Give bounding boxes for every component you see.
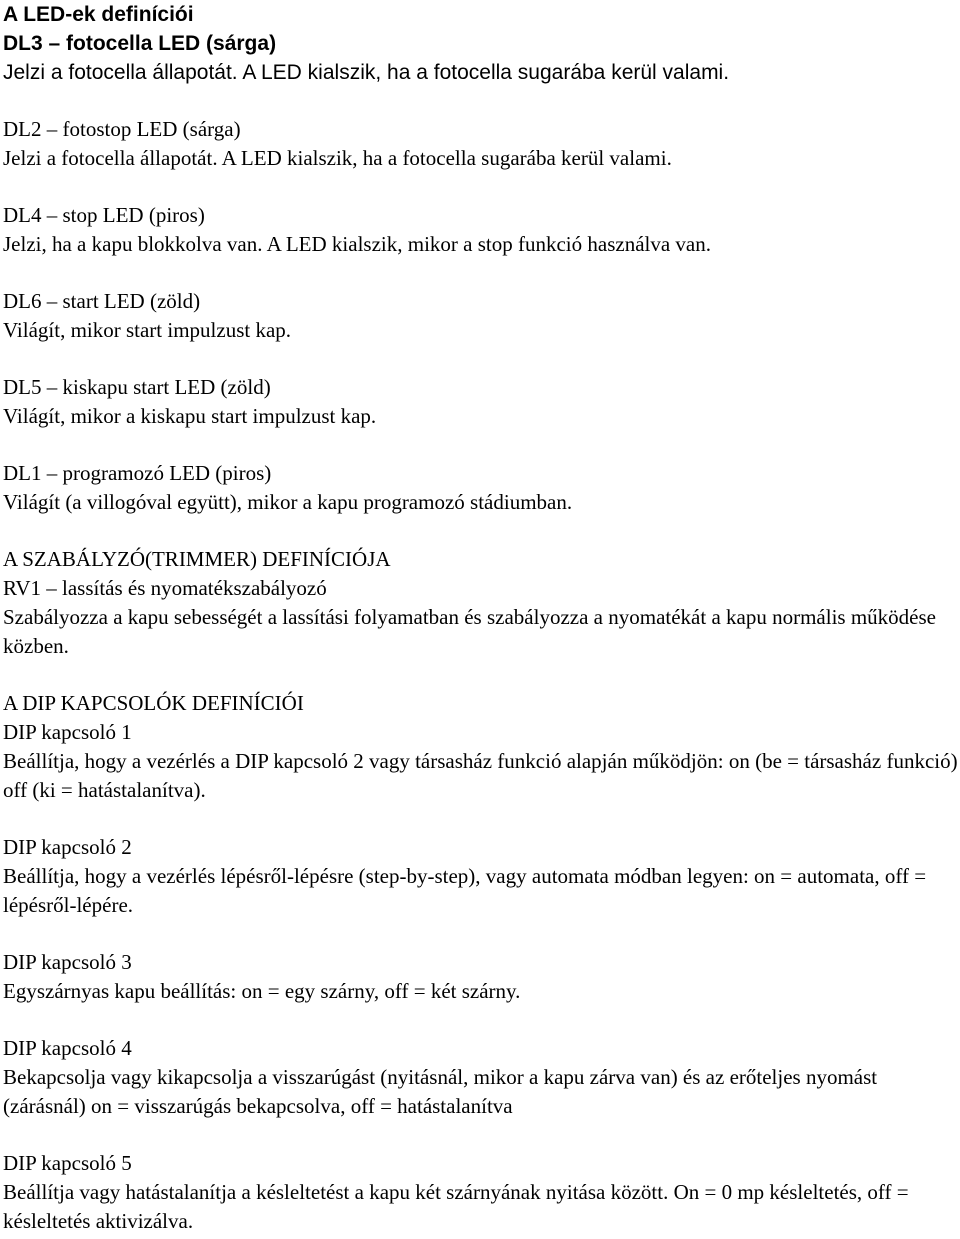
- document-page: [3, 0, 958, 1236]
- led-entry-title: DL6 – start LED (zöld): [3, 289, 201, 313]
- led-entry-text: Világít, mikor a kiskapu start impulzust kap.: [3, 404, 377, 428]
- dip-entry-title: DIP kapcsoló 3: [3, 950, 132, 974]
- led-entry-title: DL1 – programozó LED (piros): [3, 461, 272, 485]
- trimmer-definition-section: [3, 545, 958, 661]
- led-entry-title: DL3 – fotocella LED (sárga): [3, 32, 277, 55]
- dip-entry-text: Bekapcsolja vagy kikapcsolja a visszarúgást (nyitásnál, mikor a kapu zárva van) és az erőteljes nyomást (zárásnál) on = visszarúgás bekapcsolva, off = hatástalanítva: [3, 1065, 878, 1118]
- dip-entry-4: [3, 1034, 958, 1121]
- dip-entry-5: [3, 1149, 958, 1236]
- led-section-heading: A LED-ek definíciói: [3, 3, 194, 26]
- led-definitions-section: [3, 0, 958, 517]
- led-entry-title: DL4 – stop LED (piros): [3, 203, 205, 227]
- led-entry-title: DL5 – kiskapu start LED (zöld): [3, 375, 271, 399]
- led-entry-text: Világít (a villogóval együtt), mikor a kapu programozó stádiumban.: [3, 490, 573, 514]
- led-entry-dl5: [3, 373, 958, 431]
- dip-section-heading: A DIP KAPCSOLÓK DEFINÍCIÓI: [3, 691, 304, 715]
- dip-entry-1: [3, 718, 958, 805]
- dip-entry-title: DIP kapcsoló 2: [3, 835, 132, 859]
- led-entry-dl2: [3, 115, 958, 173]
- dip-switch-definitions-section: [3, 689, 958, 1236]
- led-entry-text: Világít, mikor start impulzust kap.: [3, 318, 292, 342]
- dip-entry-3: [3, 948, 958, 1006]
- dip-entry-2: [3, 833, 958, 920]
- led-entry-text: Jelzi a fotocella állapotát. A LED kialszik, ha a fotocella sugarába kerül valami.: [3, 61, 730, 84]
- led-entry-dl3: [3, 29, 958, 87]
- trimmer-section-heading: A SZABÁLYZÓ(TRIMMER) DEFINÍCIÓJA: [3, 547, 391, 571]
- led-entry-dl1: [3, 459, 958, 517]
- dip-entry-text: Beállítja vagy hatástalanítja a késleltetést a kapu két szárnyának nyitása között. On = 0 mp késleltetés, off = késleltetés aktivizálva.: [3, 1180, 909, 1233]
- dip-entry-text: Beállítja, hogy a vezérlés a DIP kapcsoló 2 vagy társasház funkció alapján működjön: on (be = társasház funkció) off (ki = hatástalanítva).: [3, 749, 958, 802]
- dip-entry-text: Beállítja, hogy a vezérlés lépésről-lépésre (step-by-step), vagy automata módban legyen: on = automata, off = lépésről-lépére.: [3, 864, 927, 917]
- dip-entry-title: DIP kapcsoló 4: [3, 1036, 132, 1060]
- trimmer-entry-title: RV1 – lassítás és nyomatékszabályozó: [3, 576, 327, 600]
- led-entry-dl6: [3, 287, 958, 345]
- led-entry-title: DL2 – fotostop LED (sárga): [3, 117, 241, 141]
- dip-entry-title: DIP kapcsoló 5: [3, 1151, 132, 1175]
- dip-entry-title: DIP kapcsoló 1: [3, 720, 132, 744]
- led-entry-dl4: [3, 201, 958, 259]
- trimmer-entry-text: Szabályozza a kapu sebességét a lassítási folyamatban és szabályozza a nyomatékát a kapu normális működése közben.: [3, 605, 936, 658]
- led-entry-text: Jelzi a fotocella állapotát. A LED kialszik, ha a fotocella sugarába kerül valami.: [3, 146, 672, 170]
- led-entry-text: Jelzi, ha a kapu blokkolva van. A LED kialszik, mikor a stop funkció használva van.: [3, 232, 711, 256]
- dip-entry-text: Egyszárnyas kapu beállítás: on = egy szárny, off = két szárny.: [3, 979, 521, 1003]
